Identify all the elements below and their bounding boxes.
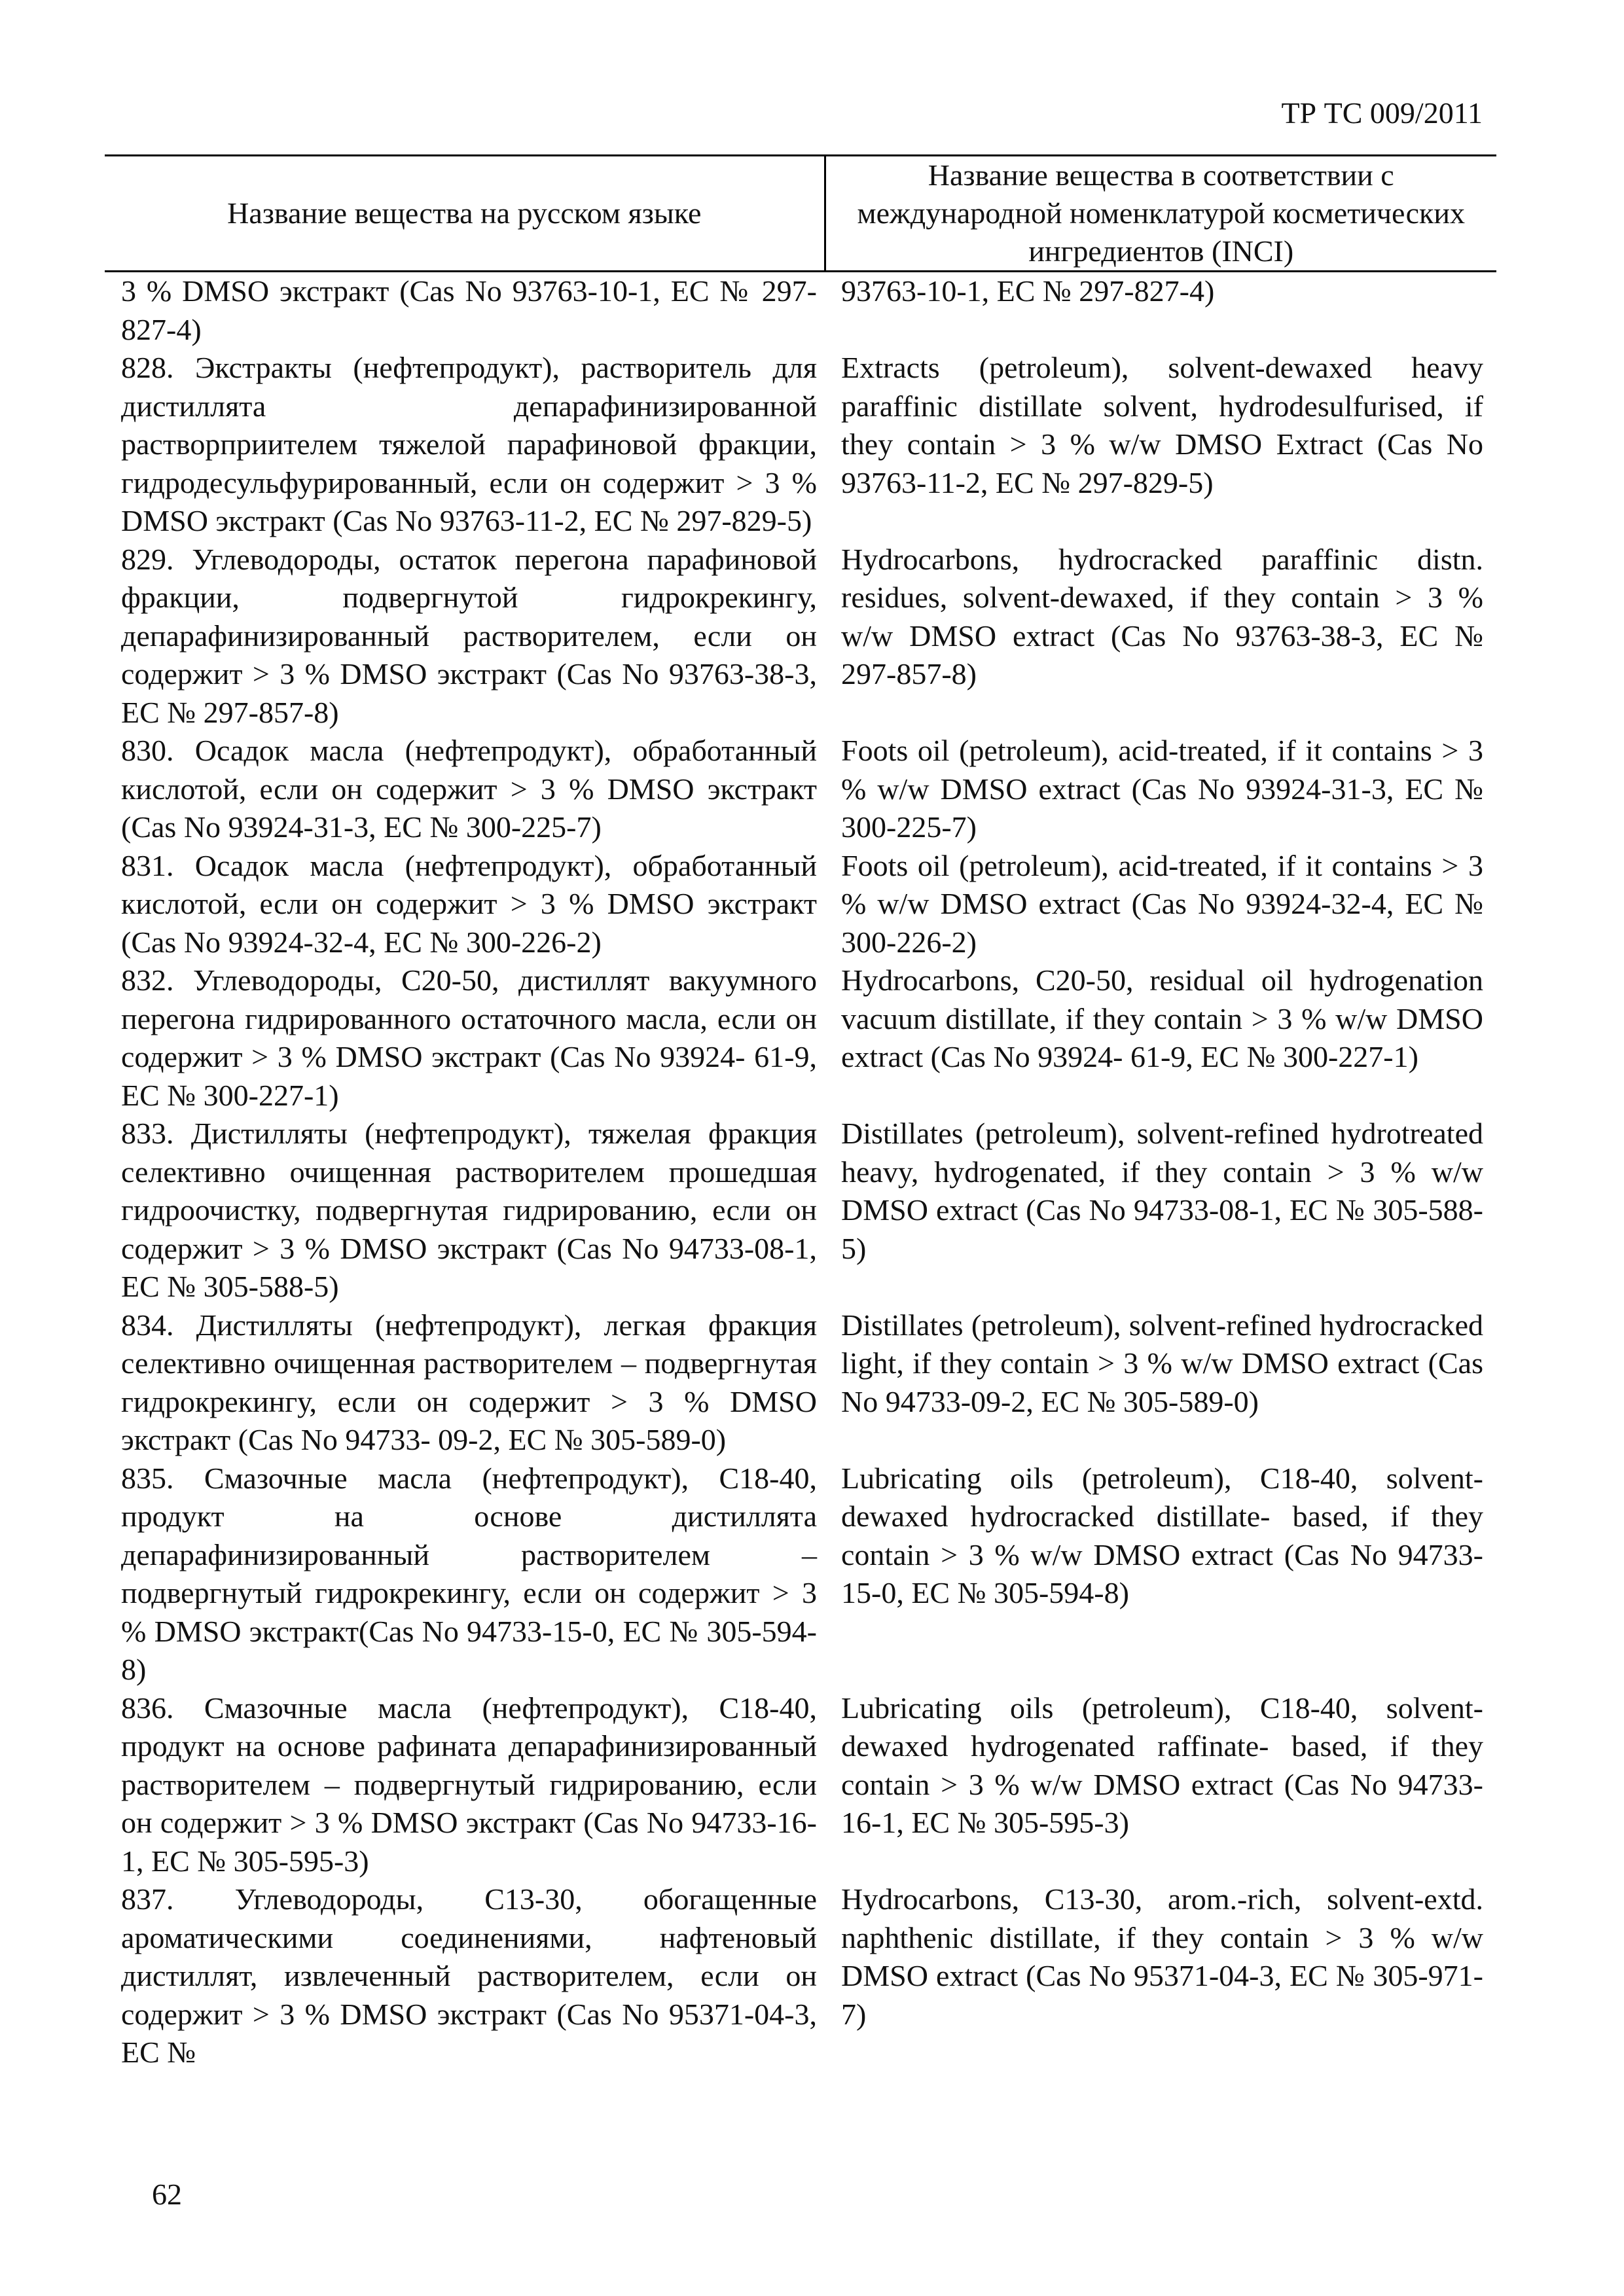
table-row: [105, 732, 1496, 847]
inci-name-cell: Distillates (petroleum), solvent-refined hydrocracked light, if they contain > 3 % w/w DMSO extract (Cas No 94733-09-2, EC № 305-589-0): [841, 1308, 1483, 1418]
inci-name-cell: Hydrocarbons, C13-30, arom.-rich, solvent-extd. naphthenic distillate, if they contain > 3 % w/w DMSO extract (Cas No 95371-04-3, EC № 305-971-7): [841, 1882, 1483, 2031]
inci-name-cell: Lubricating oils (petroleum), C18-40, solvent-dewaxed hydrocracked distillate- based, if they contain > 3 % w/w DMSO extract (Cas No 94733-15-0, EC № 305-594-8): [841, 1461, 1483, 1609]
table-row: [105, 272, 1496, 350]
table-row: [105, 961, 1496, 1115]
column-header-russian-name: Название вещества на русском языке: [105, 156, 825, 272]
russian-name-cell: 828. Экстракты (нефтепродукт), растворитель для дистиллята депарафинизированной растворприителем тяжелой парафиновой фракции, гидродесульфурированный, если он содержит > 3 % DMSO экстракт (Cas No 93763-11-2, EC № 297-829-5): [121, 351, 817, 537]
substances-table: [105, 154, 1496, 2072]
inci-name-cell: Hydrocarbons, C20-50, residual oil hydrogenation vacuum distillate, if they contain > 3 % w/w DMSO extract (Cas No 93924- 61-9, EC № 300-227-1): [841, 963, 1483, 1073]
table-row: [105, 1460, 1496, 1689]
column-header-inci-name: Название вещества в соответствии с международной номенклатурой косметических ингредиентов (INCI): [825, 156, 1496, 272]
table-row: [105, 349, 1496, 541]
russian-name-cell: 836. Смазочные масла (нефтепродукт), C18-40, продукт на основе рафината депарафинизированный растворителем – подвергнутый гидрированию, если он содержит > 3 % DMSO экстракт (Cas No 94733-16-1, EC № 305-595-3): [121, 1691, 817, 1878]
russian-name-cell: 3 % DMSO экстракт (Cas No 93763-10-1, EC № 297-827-4): [121, 274, 817, 346]
russian-name-cell: 830. Осадок масла (нефтепродукт), обработанный кислотой, если он содержит > 3 % DMSO экстракт (Cas No 93924-31-3, EC № 300-225-7): [121, 734, 817, 844]
table-row: [105, 1689, 1496, 1881]
inci-name-cell: Extracts (petroleum), solvent-dewaxed heavy paraffinic distillate solvent, hydrodesulfurised, if they contain > 3 % w/w DMSO Extract (Cas No 93763-11-2, EC № 297-829-5): [841, 351, 1483, 499]
table-header-row: [105, 156, 1496, 272]
inci-name-cell: 93763-10-1, EC № 297-827-4): [841, 274, 1215, 308]
inci-name-cell: Foots oil (petroleum), acid-treated, if it contains > 3 % w/w DMSO extract (Cas No 93924-31-3, EC № 300-225-7): [841, 734, 1483, 844]
table-row: [105, 847, 1496, 962]
table-row: [105, 1880, 1496, 2072]
inci-name-cell: Lubricating oils (petroleum), C18-40, solvent-dewaxed hydrogenated raffinate- based, if they contain > 3 % w/w DMSO extract (Cas No 94733-16-1, EC № 305-595-3): [841, 1691, 1483, 1839]
russian-name-cell: 837. Углеводороды, C13-30, обогащенные ароматическими соединениями, нафтеновый дистиллят, извлеченный растворителем, если он содержит > 3 % DMSO экстракт (Cas No 95371-04-3, EC №: [121, 1882, 817, 2069]
table-row: [105, 1306, 1496, 1460]
running-title: ТР ТС 009/2011: [1281, 96, 1483, 130]
russian-name-cell: 831. Осадок масла (нефтепродукт), обработанный кислотой, если он содержит > 3 % DMSO экстракт (Cas No 93924-32-4, EC № 300-226-2): [121, 848, 817, 959]
russian-name-cell: 834. Дистилляты (нефтепродукт), легкая фракция селективно очищенная растворителем – подвергнутая гидрокрекингу, если он содержит > 3 % DMSO экстракт (Cas No 94733- 09-2, EC № 305-589-0): [121, 1308, 817, 1456]
inci-name-cell: Hydrocarbons, hydrocracked paraffinic distn. residues, solvent-dewaxed, if they contain > 3 % w/w DMSO extract (Cas No 93763-38-3, EC № 297-857-8): [841, 542, 1483, 691]
table-row: [105, 541, 1496, 732]
russian-name-cell: 835. Смазочные масла (нефтепродукт), C18-40, продукт на основе дистиллята депарафинизированный растворителем – подвергнутый гидрокрекингу, если он содержит > 3 % DMSO экстракт(Cas No 94733-15-0, EC № 305-594-8): [121, 1461, 817, 1686]
russian-name-cell: 829. Углеводороды, остаток перегона парафиновой фракции, подвергнутой гидрокрекингу, депарафинизированный растворителем, если он содержит > 3 % DMSO экстракт (Cas No 93763-38-3, EC № 297-857-8): [121, 542, 817, 729]
table-row: [105, 1115, 1496, 1306]
russian-name-cell: 832. Углеводороды, C20-50, дистиллят вакуумного перегона гидрированного остаточного масла, если он содержит > 3 % DMSO экстракт (Cas No 93924- 61-9, EC № 300-227-1): [121, 963, 817, 1112]
inci-name-cell: Foots oil (petroleum), acid-treated, if it contains > 3 % w/w DMSO extract (Cas No 93924-32-4, EC № 300-226-2): [841, 848, 1483, 959]
russian-name-cell: 833. Дистилляты (нефтепродукт), тяжелая фракция селективно очищенная растворителем прошедшая гидроочистку, подвергнутая гидрированию, если он содержит > 3 % DMSO экстракт (Cas No 94733-08-1, EC № 305-588-5): [121, 1117, 817, 1303]
page-number: 62: [152, 2178, 182, 2211]
inci-name-cell: Distillates (petroleum), solvent-refined hydrotreated heavy, hydrogenated, if they contain > 3 % w/w DMSO extract (Cas No 94733-08-1, EC № 305-588-5): [841, 1117, 1483, 1265]
